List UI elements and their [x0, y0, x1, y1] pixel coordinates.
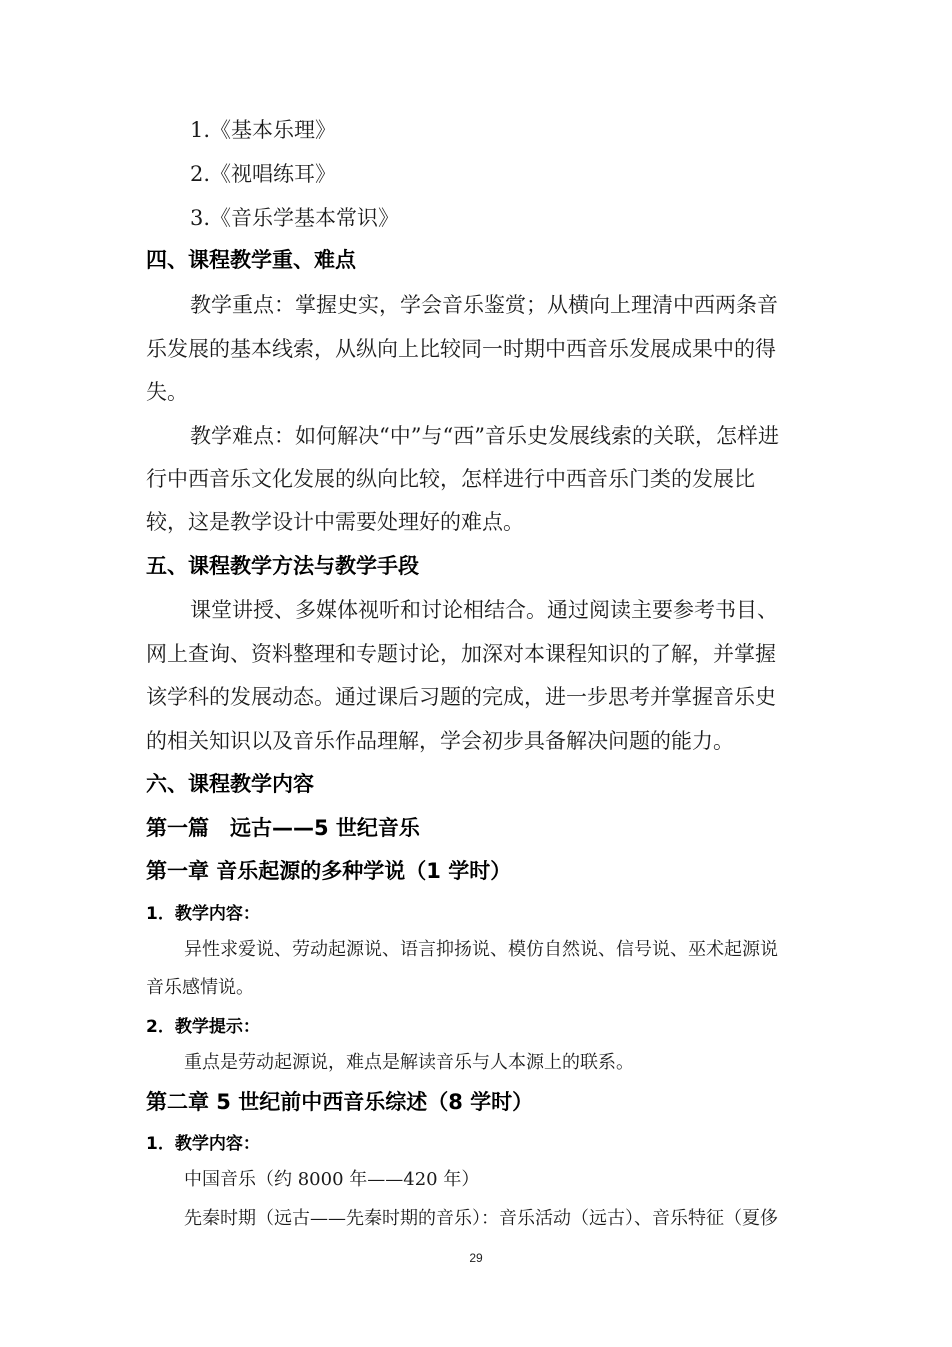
section-heading-5: 五、课程教学方法与教学手段	[146, 554, 419, 578]
paragraph-line: 先秦时期（远古——先秦时期的音乐）：音乐活动（远古）、音乐特征（夏侈	[184, 1208, 778, 1229]
paragraph-line: 课堂讲授、多媒体视听和讨论相结合。通过阅读主要参考书目、	[190, 598, 778, 622]
paragraph-line: 音乐感情说。	[146, 977, 254, 998]
reference-item-1: 1.《基本乐理》	[190, 118, 337, 142]
paragraph-line: 乐发展的基本线索，从纵向上比较同一时期中西音乐发展成果中的得	[146, 337, 776, 361]
reference-item-3: 3.《音乐学基本常识》	[190, 206, 400, 230]
reference-item-2: 2.《视唱练耳》	[190, 162, 337, 186]
paragraph-line: 网上查询、资料整理和专题讨论，加深对本课程知识的了解，并掌握	[146, 642, 776, 666]
section-heading-4: 四、课程教学重、难点	[146, 248, 356, 272]
chapter-title-1: 第一章 音乐起源的多种学说（1 学时）	[146, 859, 512, 883]
subheading-content: 1．教学内容：	[146, 1134, 260, 1154]
page-number: 29	[469, 1251, 483, 1265]
paragraph-line: 重点是劳动起源说，难点是解读音乐与人本源上的联系。	[184, 1052, 634, 1073]
paragraph-line: 教学难点：如何解决“中”与“西”音乐史发展线索的关联，怎样进	[190, 424, 779, 448]
subheading-hint: 2．教学提示：	[146, 1017, 260, 1037]
paragraph-line: 失。	[146, 380, 188, 404]
paragraph-line: 中国音乐（约 8000 年——420 年）	[184, 1169, 480, 1190]
paragraph-line: 行中西音乐文化发展的纵向比较，怎样进行中西音乐门类的发展比	[146, 467, 755, 491]
paragraph-line: 教学重点：掌握史实，学会音乐鉴赏；从横向上理清中西两条音	[190, 293, 778, 317]
chapter-title-2: 第二章 5 世纪前中西音乐综述（8 学时）	[146, 1090, 534, 1114]
paragraph-line: 的相关知识以及音乐作品理解，学会初步具备解决问题的能力。	[146, 729, 734, 753]
paragraph-line: 该学科的发展动态。通过课后习题的完成，进一步思考并掌握音乐史	[146, 685, 776, 709]
subheading-content: 1．教学内容：	[146, 904, 260, 924]
section-heading-6: 六、课程教学内容	[146, 772, 314, 796]
paragraph-line: 异性求爱说、劳动起源说、语言抑扬说、模仿自然说、信号说、巫术起源说	[184, 939, 778, 960]
paragraph-line: 较，这是教学设计中需要处理好的难点。	[146, 510, 524, 534]
part-title: 第一篇 远古——5 世纪音乐	[146, 816, 420, 840]
